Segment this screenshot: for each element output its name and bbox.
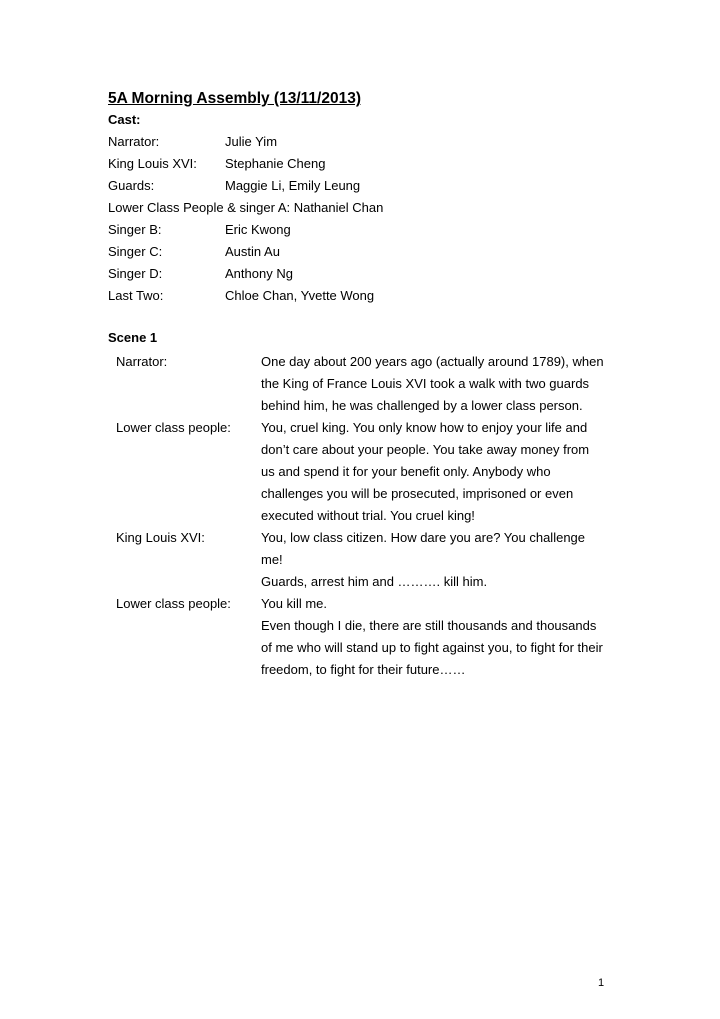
- page-number: 1: [598, 977, 605, 989]
- script-entry: [116, 417, 636, 527]
- cast-row: [108, 221, 628, 243]
- dialogue-line: me!: [261, 552, 283, 567]
- document-title: 5A Morning Assembly (13/11/2013): [108, 90, 361, 107]
- cast-role: Guards:: [108, 178, 155, 193]
- dialogue-line: the King of France Louis XVI took a walk with two guards: [261, 376, 590, 391]
- cast-list: [108, 133, 628, 309]
- cast-row: [108, 155, 628, 177]
- speaker-label: Lower class people:: [116, 596, 231, 611]
- dialogue-line: You kill me.: [261, 596, 327, 611]
- speaker-label: King Louis XVI:: [116, 530, 205, 545]
- script-body: [116, 351, 636, 681]
- cast-role-and-name: Lower Class People & singer A: Nathaniel Chan: [108, 200, 384, 215]
- cast-row: [108, 199, 628, 221]
- script-entry: [116, 593, 636, 681]
- dialogue-line: behind him, he was challenged by a lower class person.: [261, 398, 583, 413]
- cast-role: King Louis XVI:: [108, 156, 197, 171]
- dialogue-line: You, cruel king. You only know how to enjoy your life and: [261, 420, 588, 435]
- dialogue-line: challenges you will be prosecuted, imprisoned or even: [261, 486, 574, 501]
- dialogue-line: One day about 200 years ago (actually around 1789), when: [261, 354, 604, 369]
- dialogue-line: of me who will stand up to fight against you, to fight for their: [261, 640, 603, 655]
- dialogue: [261, 351, 636, 417]
- cast-name: Austin Au: [225, 244, 280, 259]
- cast-row: [108, 243, 628, 265]
- speaker-label: Lower class people:: [116, 420, 231, 435]
- dialogue-line: us and spend it for your benefit only. Anybody who: [261, 464, 551, 479]
- script-entry: [116, 527, 636, 593]
- script-entry: [116, 351, 636, 417]
- dialogue: [261, 593, 636, 681]
- cast-name: Chloe Chan, Yvette Wong: [225, 288, 375, 303]
- cast-heading: Cast:: [108, 112, 141, 127]
- dialogue-line: don’t care about your people. You take away money from: [261, 442, 590, 457]
- cast-role: Singer C:: [108, 244, 163, 259]
- speaker-label: Narrator:: [116, 354, 168, 369]
- cast-row: [108, 287, 628, 309]
- cast-name: Eric Kwong: [225, 222, 291, 237]
- dialogue-line: Guards, arrest him and ………. kill him.: [261, 574, 488, 589]
- dialogue-line: Even though I die, there are still thousands and thousands: [261, 618, 597, 633]
- cast-row: [108, 177, 628, 199]
- cast-role: Narrator:: [108, 134, 160, 149]
- dialogue: [261, 527, 636, 593]
- dialogue-line: You, low class citizen. How dare you are? You challenge: [261, 530, 586, 545]
- cast-row: [108, 133, 628, 155]
- cast-name: Julie Yim: [225, 134, 278, 149]
- cast-name: Anthony Ng: [225, 266, 293, 281]
- dialogue-line: freedom, to fight for their future……: [261, 662, 466, 677]
- cast-role: Singer B:: [108, 222, 162, 237]
- dialogue-line: executed without trial. You cruel king!: [261, 508, 475, 523]
- cast-role: Singer D:: [108, 266, 163, 281]
- cast-role: Last Two:: [108, 288, 164, 303]
- cast-name: Maggie Li, Emily Leung: [225, 178, 361, 193]
- cast-name: Stephanie Cheng: [225, 156, 326, 171]
- cast-row: [108, 265, 628, 287]
- scene-heading: Scene 1: [108, 330, 158, 345]
- dialogue: [261, 417, 636, 527]
